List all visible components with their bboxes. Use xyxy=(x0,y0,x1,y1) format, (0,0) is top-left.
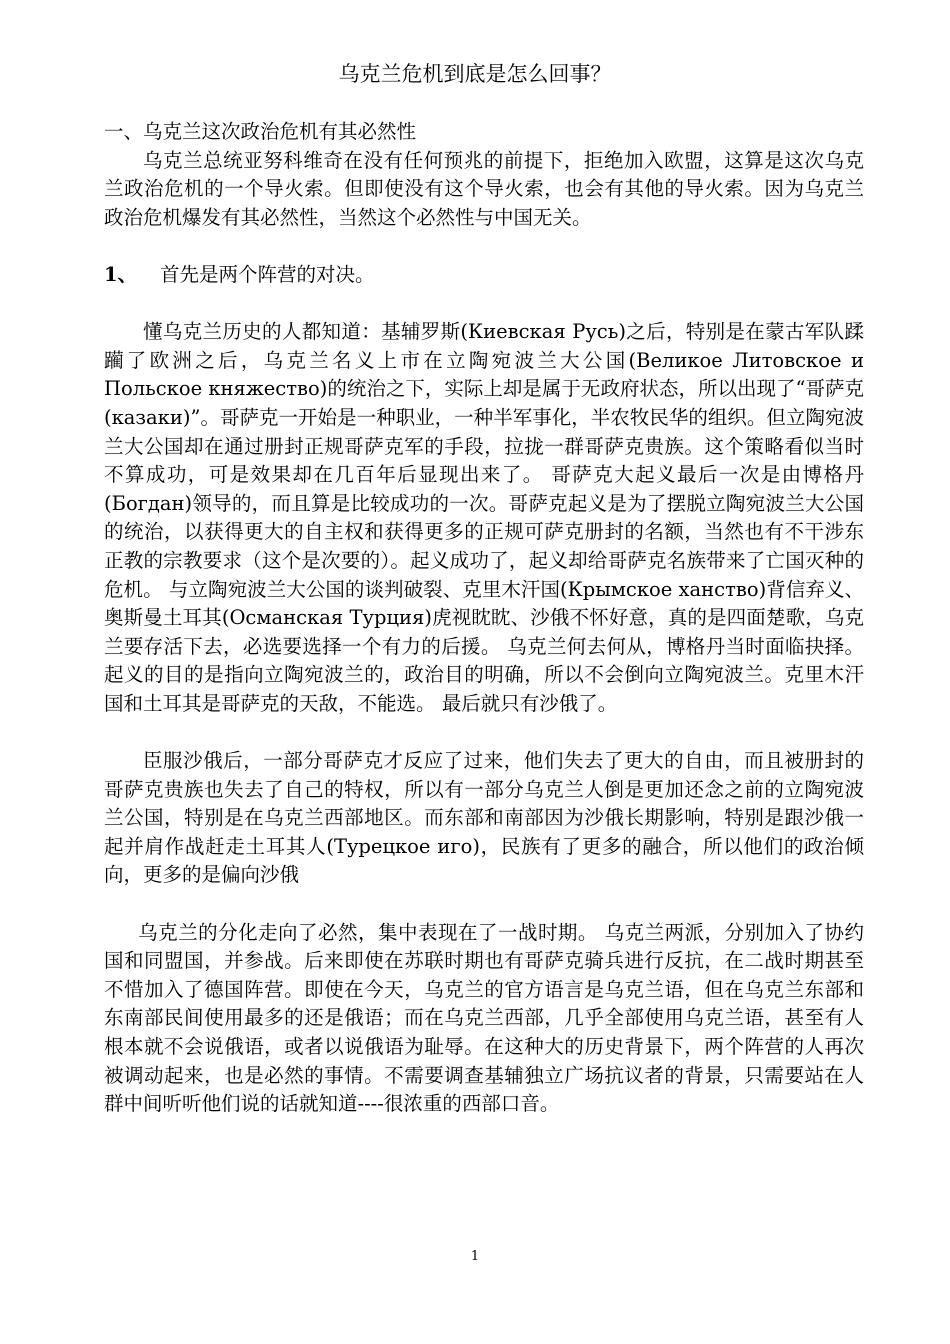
point-number: 1、 xyxy=(104,262,138,286)
numbered-point xyxy=(104,261,864,290)
paragraph-submission: 臣服沙俄后，一部分哥萨克才反应了过来，他们失去了更大的自由，而且被册封的哥萨克贵族也失去了自己的特权，所以有一部分乌克兰人倒是更加还念之前的立陶宛波兰公国，特别是在乌克兰西部地区。而东部和南部因为沙俄长期影响，特别是跟沙俄一起并肩作战赶走土耳其人(Турецкое иго)，民族有了更多的融合，所以他们的政治倾向，更多的是偏向沙俄 xyxy=(104,749,864,887)
page-number: 1 xyxy=(470,1249,480,1264)
paragraph-division: 乌克兰的分化走向了必然，集中表现在了一战时期。 乌克兰两派，分别加入了协约国和同盟国，并参战。后来即使在苏联时期也有哥萨克骑兵进行反抗，在二战时期甚至不惜加入了德国阵营。即使在今天，乌克兰的官方语言是乌克兰语，但在乌克兰东部和东南部民间使用最多的还是俄语；而在乌克兰西部，几乎全部使用乌克兰语，甚至有人根本就不会说俄语，或者以说俄语为耻辱。在这种大的历史背景下，两个阵营的人再次被调动起来，也是必然的事情。不需要调查基辅独立广场抗议者的背景，只需要站在人群中间听听他们说的话就知道----很浓重的西部口音。 xyxy=(104,920,864,1116)
document-title: 乌克兰危机到底是怎么回事？ xyxy=(338,62,612,86)
intro-paragraph: 乌克兰总统亚努科维奇在没有任何预兆的前提下，拒绝加入欧盟，这算是这次乌克兰政治危机的一个导火索。但即使没有这个导火索，也会有其他的导火索。因为乌克兰政治危机爆发有其必然性，当然这个必然性与中国无关。 xyxy=(104,148,864,229)
paragraph-history: 懂乌克兰历史的人都知道：基辅罗斯(Киевская Русь)之后，特别是在蒙古军队蹂躏了欧洲之后，乌克兰名义上市在立陶宛波兰大公国(Великое Литовское и Польское княжество)的统治之下，实际上却是属于无政府状态，所以出现了“哥萨克(казаки)”。哥萨克一开始是一种职业，一种半军事化，半农牧民华的组织。但立陶宛波兰大公国却在通过册封正规哥萨克军的手段，拉拢一群哥萨克贵族。这个策略看似当时不算成功，可是效果却在几百年后显现出来了。 哥萨克大起义最后一次是由博格丹(Богдан)领导的，而且算是比较成功的一次。哥萨克起义是为了摆脱立陶宛波兰大公国的统治，以获得更大的自主权和获得更多的正规可萨克册封的名额，当然也有不干涉东正教的宗教要求（这个是次要的）。起义成功了，起义却给哥萨克名族带来了亡国灭种的危机。 与立陶宛波兰大公国的谈判破裂、克里木汗国(Крымское ханство)背信弃义、奥斯曼土耳其(Османская Турция)虎视眈眈、沙俄不怀好意，真的是四面楚歌，乌克兰要存活下去，必选要选择一个有力的后援。 乌克兰何去何从，博格丹当时面临抉择。起义的目的是指向立陶宛波兰的，政治目的明确，所以不会倒向立陶宛波兰。克里木汗国和土耳其是哥萨克的天敌，不能选。 最后就只有沙俄了。 xyxy=(104,320,864,715)
document-body xyxy=(104,118,864,1119)
spacer xyxy=(104,290,864,319)
section-heading: 一、乌克兰这次政治危机有其必然性 xyxy=(104,120,417,143)
spacer xyxy=(104,232,864,261)
point-text: 首先是两个阵营的对决。 xyxy=(160,262,375,286)
spacer xyxy=(104,890,864,919)
spacer xyxy=(104,718,864,747)
